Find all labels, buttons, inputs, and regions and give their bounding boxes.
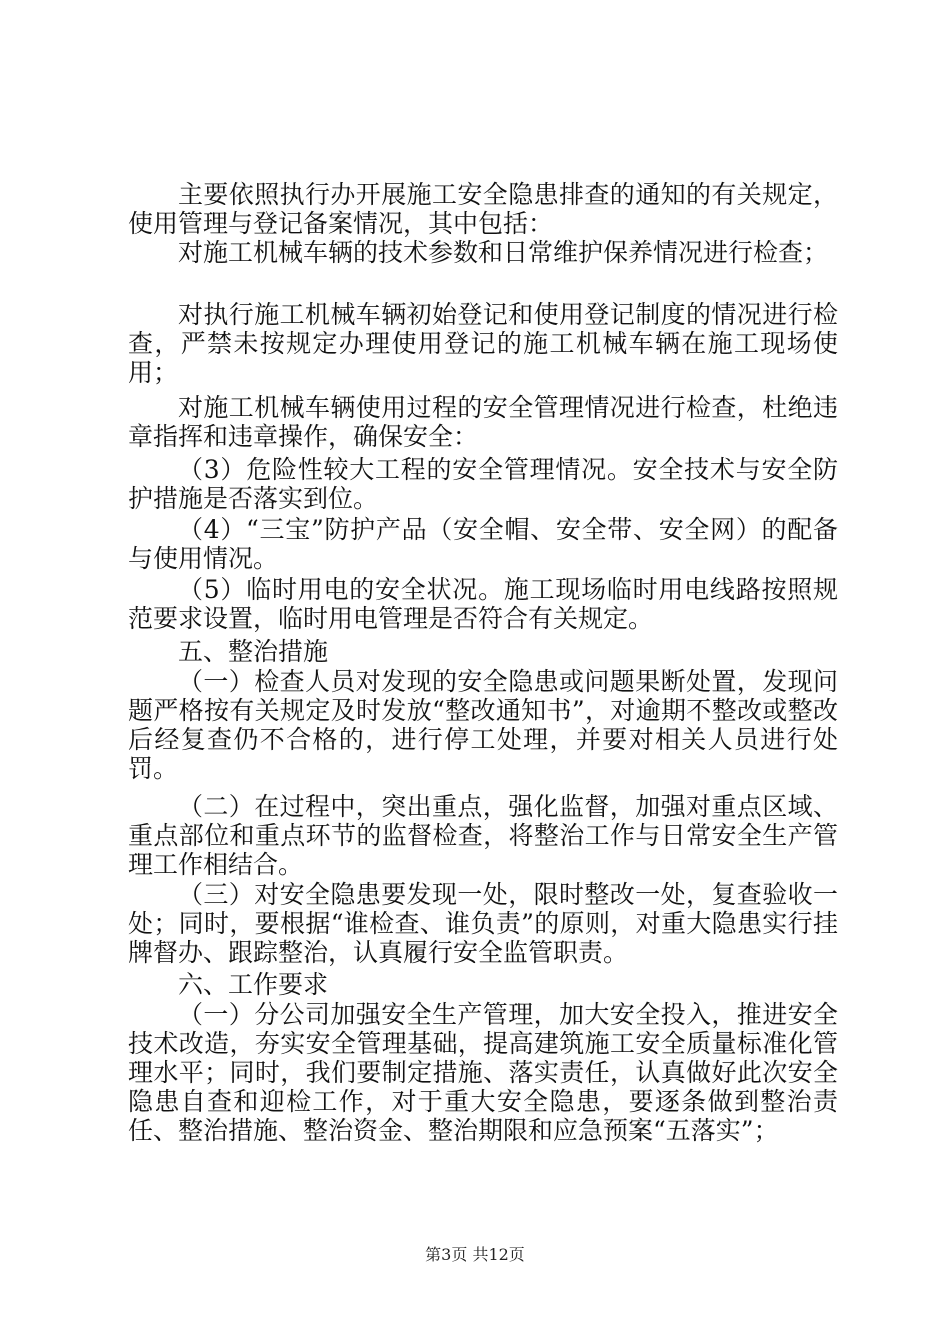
paragraph-item-5: （5）临时用电的安全状况。施工现场临时用电线路按照规范要求设置，临时用电管理是否符合有关规定。	[128, 575, 838, 633]
paragraph-usage-safety-check: 对施工机械车辆使用过程的安全管理情况进行检查，杜绝违章指挥和违章操作，确保安全：	[128, 393, 838, 451]
paragraph-requirement-1: （一）分公司加强安全生产管理，加大安全投入，推进安全技术改造，夯实安全管理基础，提高建筑施工安全质量标准化管理水平；同时，我们要制定措施、落实责任，认真做好此次安全隐患自查和迎检工作，对于重大安全隐患，要逐条做到整治责任、整治措施、整治资金、整治期限和应急预案“五落实”；	[128, 1000, 838, 1145]
paragraph-vehicle-maintenance-check: 对施工机械车辆的技术参数和日常维护保养情况进行检查；	[178, 238, 829, 267]
paragraph-rectification-1: （一）检查人员对发现的安全隐患或问题果断处置，发现问题严格按有关规定及时发放“整改通知书”，对逾期不整改或整改后经复查仍不合格的，进行停工处理，并要对相关人员进行处罚。	[128, 667, 838, 783]
page-footer: 第3页 共12页	[425, 1245, 525, 1264]
paragraph-item-3: （3）危险性较大工程的安全管理情况。安全技术与安全防护措施是否落实到位。	[128, 455, 838, 513]
section-heading-requirements: 六、工作要求	[178, 970, 329, 999]
paragraph-item-4: （4）“三宝”防护产品（安全帽、安全带、安全网）的配备与使用情况。	[128, 515, 838, 573]
paragraph-registration-check: 对执行施工机械车辆初始登记和使用登记制度的情况进行检查，严禁未按规定办理使用登记的施工机械车辆在施工现场使用；	[128, 300, 838, 387]
section-heading-rectification: 五、整治措施	[178, 637, 329, 666]
paragraph-rectification-2: （二）在过程中，突出重点，强化监督，加强对重点区域、重点部位和重点环节的监督检查，将整治工作与日常安全生产管理工作相结合。	[128, 792, 838, 879]
paragraph-rectification-3: （三）对安全隐患要发现一处，限时整改一处，复查验收一处；同时，要根据“谁检查、谁负责”的原则，对重大隐患实行挂牌督办、跟踪整治，认真履行安全监管职责。	[128, 880, 838, 967]
paragraph-regulation-basis: 主要依照执行办开展施工安全隐患排查的通知的有关规定，使用管理与登记备案情况，其中包括：	[128, 180, 838, 238]
